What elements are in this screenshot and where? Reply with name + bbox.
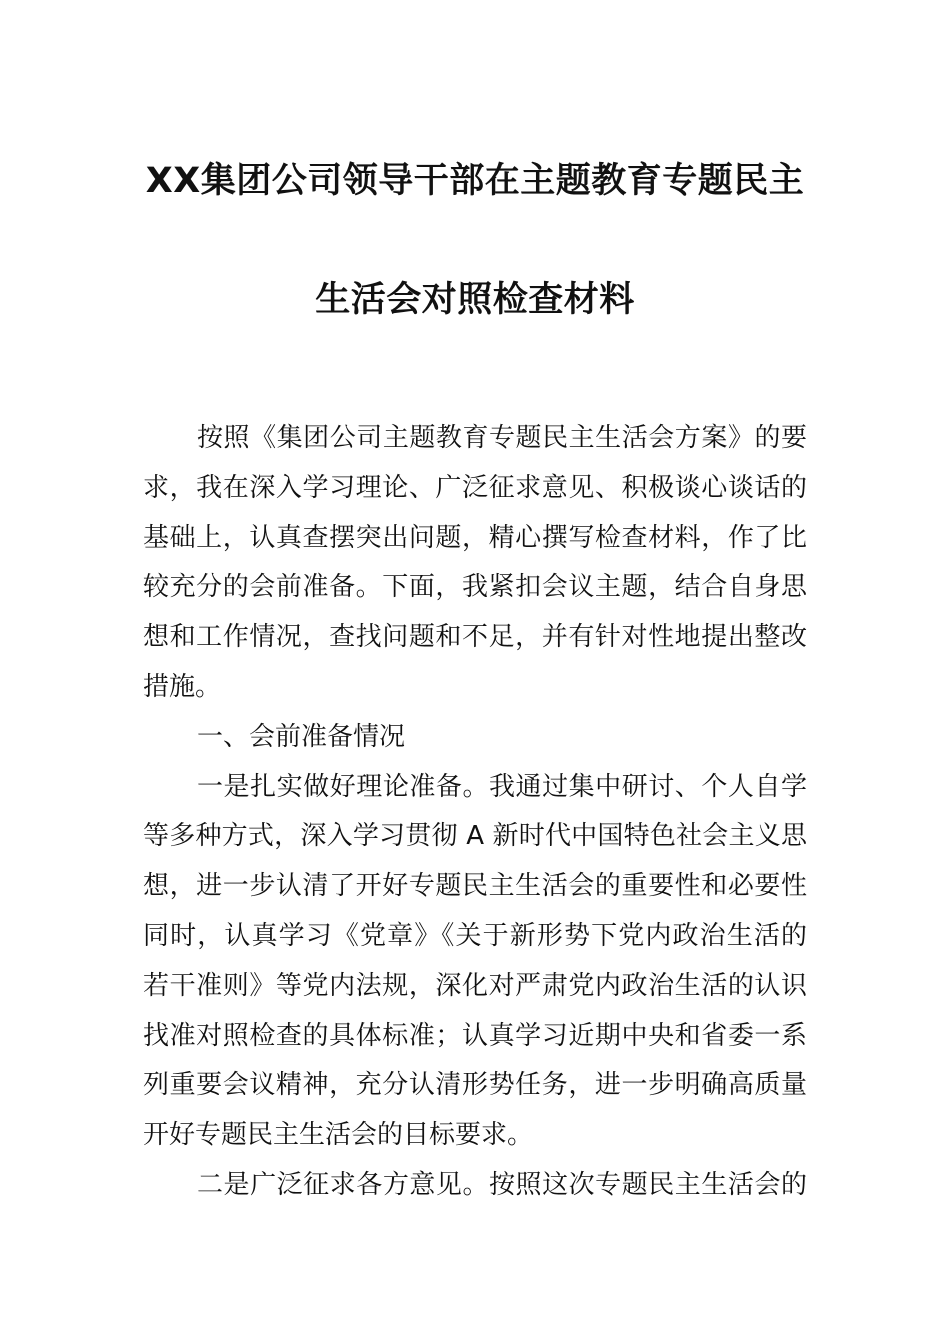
body-text-line: 求，我在深入学习理论、广泛征求意见、积极谈心谈话的 — [143, 472, 807, 503]
body-text-line: 开好专题民主生活会的目标要求。 — [143, 1120, 534, 1151]
body-text-line: 找准对照检查的具体标准；认真学习近期中央和省委一系 — [143, 1020, 807, 1051]
body-text-line: 同时，认真学习《党章》《关于新形势下党内政治生活的 — [143, 920, 807, 951]
document-body — [143, 414, 807, 1211]
body-text-line: 较充分的会前准备。下面，我紧扣会议主题，结合自身思 — [143, 572, 807, 603]
body-text-line: 想和工作情况，查找问题和不足，并有针对性地提出整改 — [143, 622, 807, 653]
body-text-line: 按照《集团公司主题教育专题民主生活会方案》的要 — [197, 423, 807, 453]
body-text-line: 想，进一步认清了开好专题民主生活会的重要性和必要性 — [143, 871, 807, 902]
body-text-line: 一、会前准备情况 — [197, 721, 406, 752]
body-text-line: 措施。 — [143, 671, 222, 702]
document-title-line-1: XX集团公司领导干部在主题教育专题民主 — [145, 161, 805, 201]
body-text-line: 基础上，认真查摆突出问题，精心撰写检查材料，作了比 — [143, 522, 807, 553]
document-title-line-2: 生活会对照检查材料 — [315, 280, 635, 320]
body-text-line: 一是扎实做好理论准备。我通过集中研讨、个人自学 — [197, 771, 807, 802]
body-text-line: 若干准则》等党内法规，深化对严肃党内政治生活的认识 — [143, 970, 807, 1001]
body-text-line: 二是广泛征求各方意见。按照这次专题民主生活会的 — [197, 1169, 807, 1200]
body-text-line: 等多种方式，深入学习贯彻 A 新时代中国特色社会主义思 — [143, 821, 807, 852]
body-text-line: 列重要会议精神，充分认清形势任务，进一步明确高质量 — [143, 1070, 807, 1101]
